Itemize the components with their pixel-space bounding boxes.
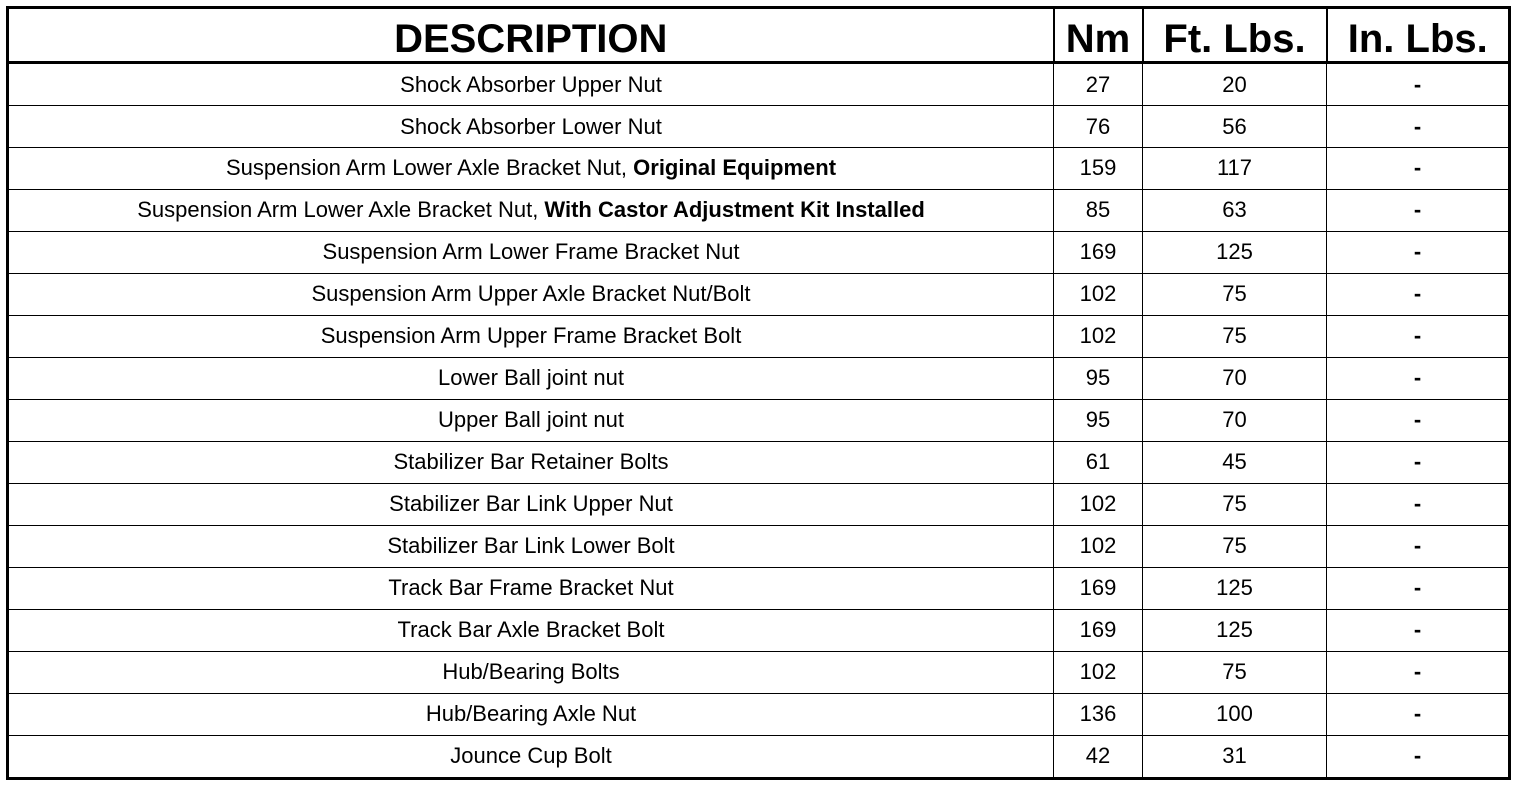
- description-text: Upper Ball joint nut: [438, 407, 624, 433]
- table-row: [8, 399, 1510, 441]
- description-text: Track Bar Frame Bracket Nut: [388, 575, 674, 601]
- ft-lbs-cell: 70: [1143, 357, 1327, 399]
- in-lbs-cell: -: [1327, 399, 1510, 441]
- ft-lbs-cell: 31: [1143, 735, 1327, 778]
- description-text: Stabilizer Bar Link Upper Nut: [389, 491, 673, 517]
- description-cell: [8, 231, 1054, 273]
- description-text: Suspension Arm Lower Frame Bracket Nut: [322, 239, 740, 265]
- ft-lbs-cell: 75: [1143, 525, 1327, 567]
- in-lbs-cell: -: [1327, 357, 1510, 399]
- table-row: [8, 735, 1510, 778]
- nm-cell: 42: [1054, 735, 1143, 778]
- description-text: Suspension Arm Upper Axle Bracket Nut/Bolt: [311, 281, 751, 307]
- table-row: [8, 231, 1510, 273]
- description-cell: [8, 567, 1054, 609]
- ft-lbs-cell: 75: [1143, 273, 1327, 315]
- table-row: [8, 106, 1510, 148]
- in-lbs-cell: -: [1327, 315, 1510, 357]
- in-lbs-cell: -: [1327, 735, 1510, 778]
- table-row: [8, 189, 1510, 231]
- nm-cell: 136: [1054, 693, 1143, 735]
- ft-lbs-cell: 70: [1143, 399, 1327, 441]
- description-cell: [8, 651, 1054, 693]
- nm-cell: 169: [1054, 567, 1143, 609]
- nm-cell: 95: [1054, 399, 1143, 441]
- table-row: [8, 483, 1510, 525]
- torque-spec-table: [6, 6, 1511, 780]
- table-row: [8, 63, 1510, 106]
- table-row: [8, 357, 1510, 399]
- description-cell: [8, 63, 1054, 106]
- nm-cell: 102: [1054, 483, 1143, 525]
- ft-lbs-cell: 56: [1143, 106, 1327, 148]
- header-ft-lbs: Ft. Lbs.: [1143, 8, 1327, 63]
- header-description: DESCRIPTION: [8, 8, 1054, 63]
- in-lbs-cell: -: [1327, 63, 1510, 106]
- ft-lbs-cell: 125: [1143, 231, 1327, 273]
- description-text: Hub/Bearing Axle Nut: [425, 701, 637, 727]
- in-lbs-cell: -: [1327, 231, 1510, 273]
- description-text: Jounce Cup Bolt: [450, 743, 612, 769]
- description-cell: [8, 525, 1054, 567]
- ft-lbs-cell: 75: [1143, 651, 1327, 693]
- description-cell: [8, 357, 1054, 399]
- ft-lbs-cell: 45: [1143, 441, 1327, 483]
- description-qualifier: Original Equipment: [633, 155, 837, 181]
- ft-lbs-cell: 75: [1143, 315, 1327, 357]
- in-lbs-cell: -: [1327, 567, 1510, 609]
- description-text: Shock Absorber Lower Nut: [400, 113, 662, 139]
- ft-lbs-cell: 20: [1143, 63, 1327, 106]
- nm-cell: 27: [1054, 63, 1143, 106]
- nm-cell: 169: [1054, 609, 1143, 651]
- table-row: [8, 609, 1510, 651]
- table-row: [8, 567, 1510, 609]
- description-cell: [8, 315, 1054, 357]
- description-text: Suspension Arm Upper Frame Bracket Bolt: [320, 323, 742, 349]
- description-text: Shock Absorber Upper Nut: [400, 71, 662, 97]
- table-row: [8, 441, 1510, 483]
- description-text: Stabilizer Bar Retainer Bolts: [393, 449, 669, 475]
- nm-cell: 76: [1054, 106, 1143, 148]
- ft-lbs-cell: 63: [1143, 189, 1327, 231]
- in-lbs-cell: -: [1327, 525, 1510, 567]
- description-text: Suspension Arm Lower Axle Bracket Nut,: [225, 155, 634, 181]
- in-lbs-cell: -: [1327, 609, 1510, 651]
- description-text: Stabilizer Bar Link Lower Bolt: [387, 533, 675, 559]
- description-text: Lower Ball joint nut: [438, 365, 624, 391]
- header-row: [8, 8, 1510, 63]
- header-in-lbs: In. Lbs.: [1327, 8, 1510, 63]
- description-cell: [8, 693, 1054, 735]
- in-lbs-cell: -: [1327, 693, 1510, 735]
- table-row: [8, 148, 1510, 190]
- table-row: [8, 273, 1510, 315]
- description-cell: [8, 483, 1054, 525]
- description-text: Hub/Bearing Bolts: [442, 659, 620, 685]
- ft-lbs-cell: 117: [1143, 148, 1327, 190]
- in-lbs-cell: -: [1327, 106, 1510, 148]
- nm-cell: 102: [1054, 525, 1143, 567]
- description-cell: [8, 189, 1054, 231]
- in-lbs-cell: -: [1327, 273, 1510, 315]
- table-row: [8, 693, 1510, 735]
- table-row: [8, 651, 1510, 693]
- description-text: Suspension Arm Lower Axle Bracket Nut,: [137, 197, 545, 223]
- nm-cell: 159: [1054, 148, 1143, 190]
- description-cell: [8, 399, 1054, 441]
- in-lbs-cell: -: [1327, 651, 1510, 693]
- nm-cell: 95: [1054, 357, 1143, 399]
- nm-cell: 102: [1054, 273, 1143, 315]
- description-cell: [8, 441, 1054, 483]
- in-lbs-cell: -: [1327, 483, 1510, 525]
- table-row: [8, 315, 1510, 357]
- in-lbs-cell: -: [1327, 441, 1510, 483]
- description-cell: [8, 609, 1054, 651]
- description-cell: [8, 273, 1054, 315]
- ft-lbs-cell: 100: [1143, 693, 1327, 735]
- ft-lbs-cell: 125: [1143, 609, 1327, 651]
- description-text: Track Bar Axle Bracket Bolt: [397, 617, 665, 643]
- description-qualifier: With Castor Adjustment Kit Installed: [544, 197, 925, 223]
- description-cell: [8, 106, 1054, 148]
- nm-cell: 61: [1054, 441, 1143, 483]
- nm-cell: 169: [1054, 231, 1143, 273]
- in-lbs-cell: -: [1327, 189, 1510, 231]
- table-body: [8, 63, 1510, 779]
- nm-cell: 85: [1054, 189, 1143, 231]
- table-row: [8, 525, 1510, 567]
- header-nm: Nm: [1054, 8, 1143, 63]
- description-cell: [8, 735, 1054, 778]
- in-lbs-cell: -: [1327, 148, 1510, 190]
- nm-cell: 102: [1054, 651, 1143, 693]
- ft-lbs-cell: 125: [1143, 567, 1327, 609]
- ft-lbs-cell: 75: [1143, 483, 1327, 525]
- nm-cell: 102: [1054, 315, 1143, 357]
- description-cell: [8, 148, 1054, 190]
